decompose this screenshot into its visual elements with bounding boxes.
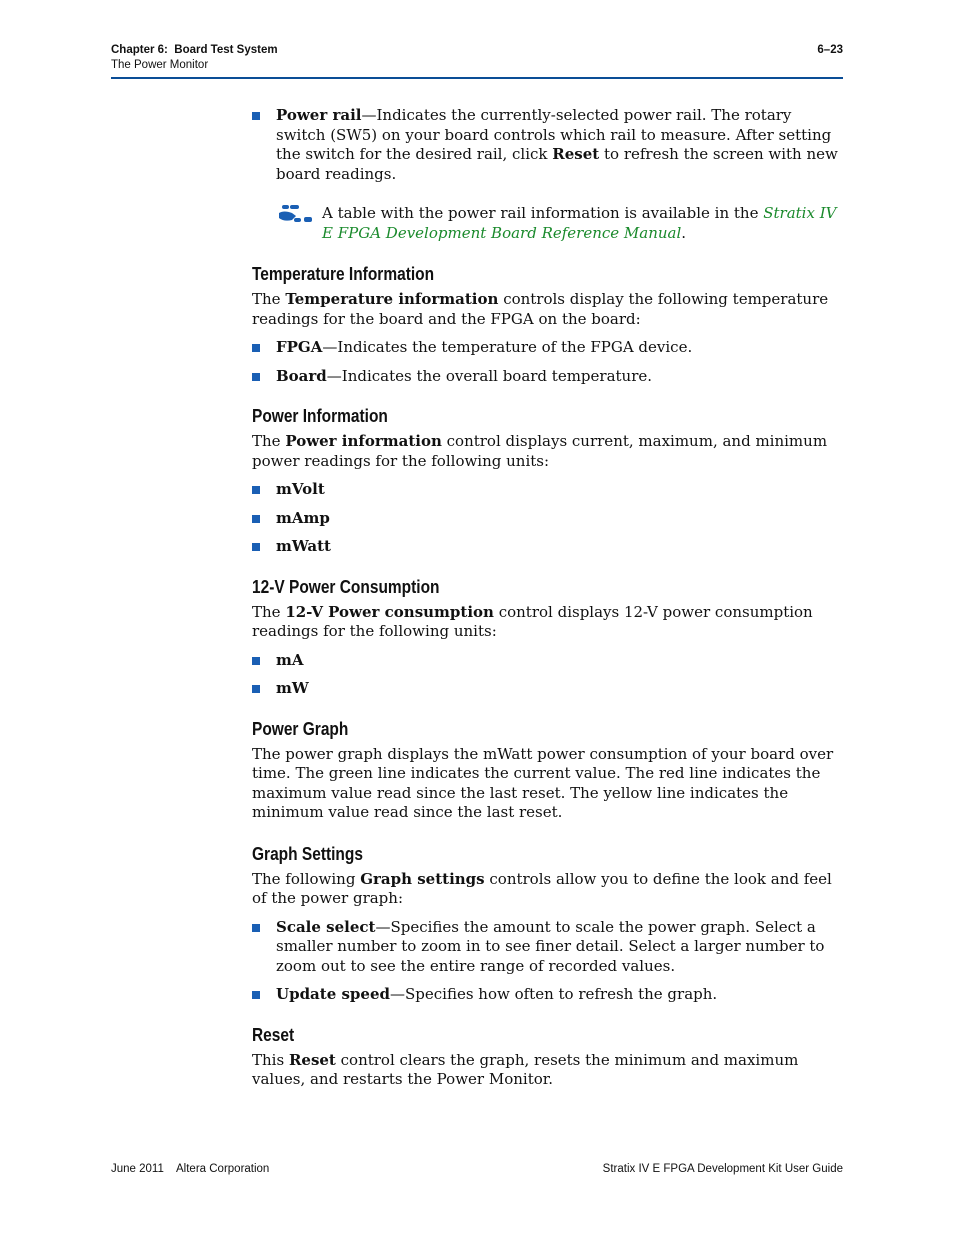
power-graph-text: The power graph displays the mWatt power consumption of your board over time. The green line indicates the current value. The red line indicates the maximum value read since the last reset. The yellow line indicates the minimum value read since the last reset.: [252, 744, 834, 821]
note-end: .: [681, 223, 687, 242]
note-text: A table with the power rail information is available in the: [322, 204, 764, 222]
list-item: [252, 509, 844, 529]
power-info-intro: [252, 432, 844, 471]
page-footer: [111, 1162, 843, 1177]
board-desc: —Indicates the overall board temperature.: [326, 366, 653, 385]
reset-intro-b: control clears the graph, resets the minimum and maximum values, and restarts the Power Monitor.: [252, 1050, 799, 1088]
list-item: [252, 537, 844, 557]
graph-settings-intro-bold: Graph settings: [360, 869, 485, 888]
temperature-intro-a: The: [252, 290, 286, 308]
reset-term: Reset: [552, 145, 600, 163]
power-info-intro-b: control displays current, maximum, and minimum power readings for the following units:: [252, 432, 828, 470]
power-info-intro-bold: Power information: [285, 432, 442, 450]
update-speed-term: Update speed: [276, 985, 390, 1003]
note-hand-icon: [276, 204, 316, 224]
header-rule: [111, 77, 843, 79]
bullet-square-icon: [252, 685, 260, 693]
unit-mvolt: mVolt: [276, 480, 325, 498]
footer-left: June 2011 Altera Corporation: [111, 1163, 270, 1175]
bullet-square-icon: [252, 373, 260, 381]
bullet-square-icon: [252, 344, 260, 352]
scale-select-desc: —Specifies the amount to scale the power graph. Select a smaller number to zoom in to see finer detail. Select a larger number to zoom out to see the entire range of recorded values.: [276, 917, 825, 975]
update-speed-desc: —Specifies how often to refresh the graph.: [389, 985, 718, 1003]
reset-text: [252, 1051, 844, 1090]
power-rail-text-a: —Indicates the currently-selected power rail. The rotary switch (SW5) on your board controls which rail to measure. After setting the switch for the desired rail, click: [276, 106, 832, 163]
bullet-square-icon: [252, 112, 260, 120]
temperature-intro-b: controls display the following temperature readings for the board and the FPGA on the board:: [252, 290, 829, 328]
reference-manual-link[interactable]: Stratix IV E FPGA Development Board Reference Manual: [322, 204, 837, 242]
page-number: 6–23: [817, 44, 843, 56]
consumption-heading: 12-V Power Consumption: [252, 576, 440, 597]
reset-intro-a: This: [252, 1050, 289, 1069]
list-item: [252, 338, 844, 358]
chapter-title: Chapter 6: Board Test System: [111, 44, 278, 56]
unit-mamp: mAmp: [276, 508, 330, 527]
consumption-intro-a: The: [252, 602, 286, 621]
unit-mw: mW: [276, 679, 309, 697]
list-item: [252, 985, 844, 1005]
list-item: [252, 918, 844, 977]
consumption-intro-bold: 12-V Power consumption: [285, 602, 494, 621]
power-rail-item: [252, 106, 844, 184]
power-rail-text-b: to refresh the screen with new board readings.: [276, 145, 838, 183]
reset-heading: Reset: [252, 1024, 295, 1045]
graph-settings-heading: Graph Settings: [252, 843, 363, 864]
bullet-square-icon: [252, 991, 260, 999]
temperature-heading: Temperature Information: [252, 264, 435, 284]
page-body: [252, 106, 844, 1090]
bullet-square-icon: [252, 543, 260, 551]
power-info-heading: Power Information: [252, 406, 388, 426]
board-term: Board: [276, 366, 327, 385]
list-item: [252, 367, 844, 387]
consumption-intro-b: control displays 12-V power consumption readings for the following units:: [252, 602, 813, 640]
bullet-square-icon: [252, 924, 260, 932]
fpga-desc: —Indicates the temperature of the FPGA device.: [322, 338, 693, 356]
list-item: [252, 480, 844, 500]
unit-ma: mA: [276, 650, 304, 669]
page-header: [111, 43, 843, 73]
power-info-intro-a: The: [252, 432, 286, 450]
reset-intro-bold: Reset: [288, 1050, 336, 1069]
list-item: [252, 651, 844, 671]
consumption-intro: [252, 603, 844, 642]
list-item: [252, 679, 844, 699]
footer-right: Stratix IV E FPGA Development Kit User Guide: [602, 1163, 843, 1175]
power-graph-heading: Power Graph: [252, 718, 349, 739]
temperature-intro: [252, 290, 844, 329]
bullet-square-icon: [252, 657, 260, 665]
section-title: The Power Monitor: [111, 59, 209, 71]
scale-select-term: Scale select: [276, 917, 376, 936]
bullet-square-icon: [252, 486, 260, 494]
temperature-intro-bold: Temperature information: [285, 290, 499, 308]
graph-settings-intro-a: The following: [252, 869, 361, 888]
bullet-square-icon: [252, 515, 260, 523]
fpga-term: FPGA: [276, 338, 323, 356]
unit-mwatt: mWatt: [276, 537, 331, 555]
power-rail-term: Power rail: [276, 106, 362, 124]
graph-settings-intro-b: controls allow you to define the look and feel of the power graph:: [252, 869, 832, 907]
note-block: [252, 204, 844, 243]
graph-settings-intro: [252, 870, 844, 909]
